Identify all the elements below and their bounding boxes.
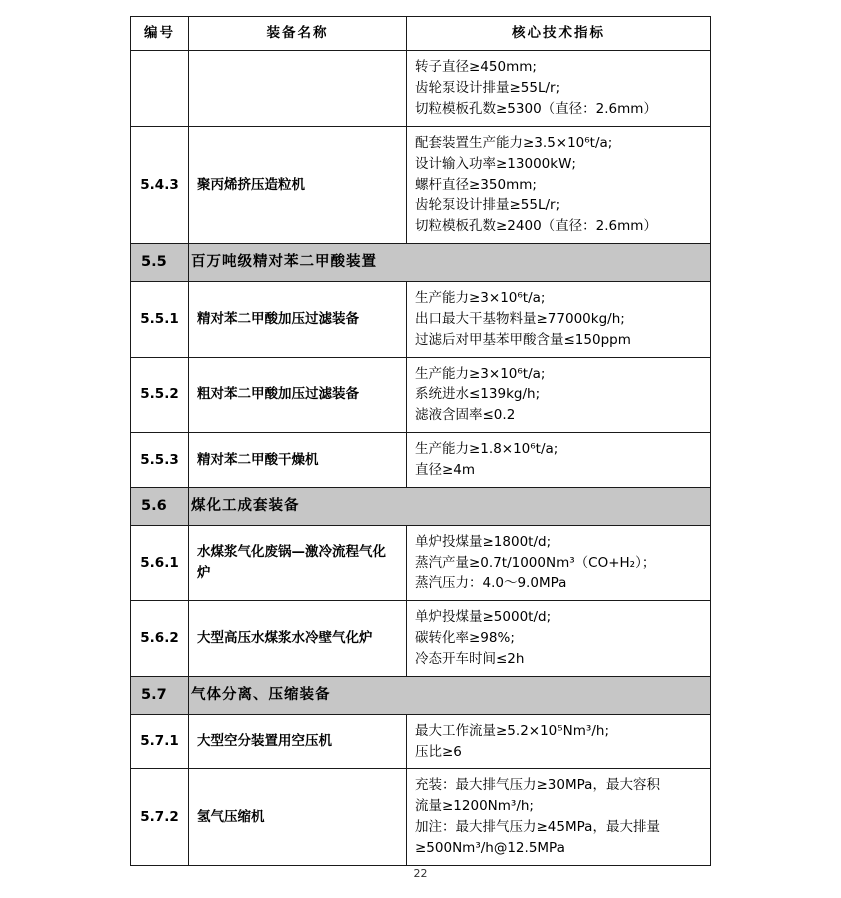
row-spec <box>407 50 711 126</box>
spec-line: 切粒模板孔数≥5300（直径：2.6mm） <box>415 100 657 117</box>
spec-line: 滤液含固率≤0.2 <box>415 407 516 424</box>
row-number: 5.7.2 <box>131 769 189 866</box>
section-row <box>131 244 711 281</box>
section-row <box>131 677 711 714</box>
spec-line: 生产能力≥1.8×10⁶t/a; <box>415 441 559 458</box>
row-equipment-name: 粗对苯二甲酸加压过滤装备 <box>189 357 407 433</box>
spec-line: 压比≥6 <box>415 743 462 760</box>
spec-line: 齿轮泵设计排量≥55L/r; <box>415 197 561 214</box>
row-spec <box>407 525 711 601</box>
spec-line: 最大工作流量≥5.2×10⁵Nm³/h; <box>415 722 609 739</box>
table-row <box>131 357 711 433</box>
document-page <box>0 16 841 898</box>
spec-line: 碳转化率≥98%; <box>415 630 515 647</box>
spec-line: 单炉投煤量≥5000t/d; <box>415 609 552 626</box>
row-equipment-name: 氢气压缩机 <box>189 769 407 866</box>
section-row <box>131 488 711 525</box>
table-row <box>131 281 711 357</box>
row-number: 5.6.2 <box>131 601 189 677</box>
section-title: 气体分离、压缩装备 <box>189 677 711 714</box>
section-number: 5.6 <box>131 488 189 525</box>
table-row <box>131 769 711 866</box>
row-equipment-name: 大型空分装置用空压机 <box>189 714 407 769</box>
table-row <box>131 50 711 126</box>
spec-line: 转子直径≥450mm; <box>415 58 537 75</box>
row-spec <box>407 281 711 357</box>
row-spec <box>407 433 711 488</box>
spec-line: 蒸汽产量≥0.7t/1000Nm³（CO+H₂）； <box>415 554 656 571</box>
row-equipment-name: 精对苯二甲酸加压过滤装备 <box>189 281 407 357</box>
row-number: 5.7.1 <box>131 714 189 769</box>
section-number: 5.7 <box>131 677 189 714</box>
row-spec <box>407 357 711 433</box>
row-equipment-name: 聚丙烯挤压造粒机 <box>189 126 407 244</box>
spec-line: 流量≥1200Nm³/h; <box>415 798 534 815</box>
section-title: 百万吨级精对苯二甲酸装置 <box>189 244 711 281</box>
spec-line: 充装：最大排气压力≥30MPa，最大容积 <box>415 777 660 794</box>
table-row <box>131 525 711 601</box>
spec-line: 齿轮泵设计排量≥55L/r; <box>415 79 561 96</box>
spec-line: 设计输入功率≥13000kW; <box>415 155 576 172</box>
spec-line: 过滤后对甲基苯甲酸含量≤150ppm <box>415 331 631 348</box>
row-number: 5.5.1 <box>131 281 189 357</box>
row-number <box>131 50 189 126</box>
table-row <box>131 126 711 244</box>
table-row <box>131 601 711 677</box>
row-number: 5.6.1 <box>131 525 189 601</box>
equipment-spec-table <box>130 16 711 866</box>
spec-line: 生产能力≥3×10⁶t/a; <box>415 365 546 382</box>
spec-line: 切粒模板孔数≥2400（直径：2.6mm） <box>415 218 657 235</box>
section-title: 煤化工成套装备 <box>189 488 711 525</box>
row-equipment-name: 水煤浆气化废锅—激冷流程气化炉 <box>189 525 407 601</box>
header-equipment-name: 装备名称 <box>189 17 407 51</box>
row-equipment-name: 大型高压水煤浆水冷壁气化炉 <box>189 601 407 677</box>
row-equipment-name <box>189 50 407 126</box>
page-number: 22 <box>413 867 428 880</box>
section-number: 5.5 <box>131 244 189 281</box>
row-number: 5.5.2 <box>131 357 189 433</box>
table-row <box>131 714 711 769</box>
table-header-row <box>131 17 711 51</box>
spec-line: 系统进水≤139kg/h; <box>415 386 541 403</box>
table-row <box>131 433 711 488</box>
row-spec <box>407 769 711 866</box>
spec-line: 出口最大干基物料量≥77000kg/h; <box>415 310 625 327</box>
spec-line: 配套装置生产能力≥3.5×10⁶t/a; <box>415 134 613 151</box>
row-spec <box>407 601 711 677</box>
row-spec <box>407 126 711 244</box>
header-core-spec: 核心技术指标 <box>407 17 711 51</box>
spec-line: 冷态开车时间≤2h <box>415 651 525 668</box>
header-number: 编号 <box>131 17 189 51</box>
spec-line: 加注：最大排气压力≥45MPa，最大排量 <box>415 819 660 836</box>
spec-line: 蒸汽压力：4.0～9.0MPa <box>415 575 567 592</box>
spec-line: 直径≥4m <box>415 462 476 479</box>
spec-line: 生产能力≥3×10⁶t/a; <box>415 289 546 306</box>
row-number: 5.5.3 <box>131 433 189 488</box>
row-spec <box>407 714 711 769</box>
spec-line: 单炉投煤量≥1800t/d; <box>415 533 552 550</box>
spec-line: 螺杆直径≥350mm; <box>415 176 537 193</box>
row-number: 5.4.3 <box>131 126 189 244</box>
row-equipment-name: 精对苯二甲酸干燥机 <box>189 433 407 488</box>
spec-line: ≥500Nm³/h@12.5MPa <box>415 840 565 857</box>
